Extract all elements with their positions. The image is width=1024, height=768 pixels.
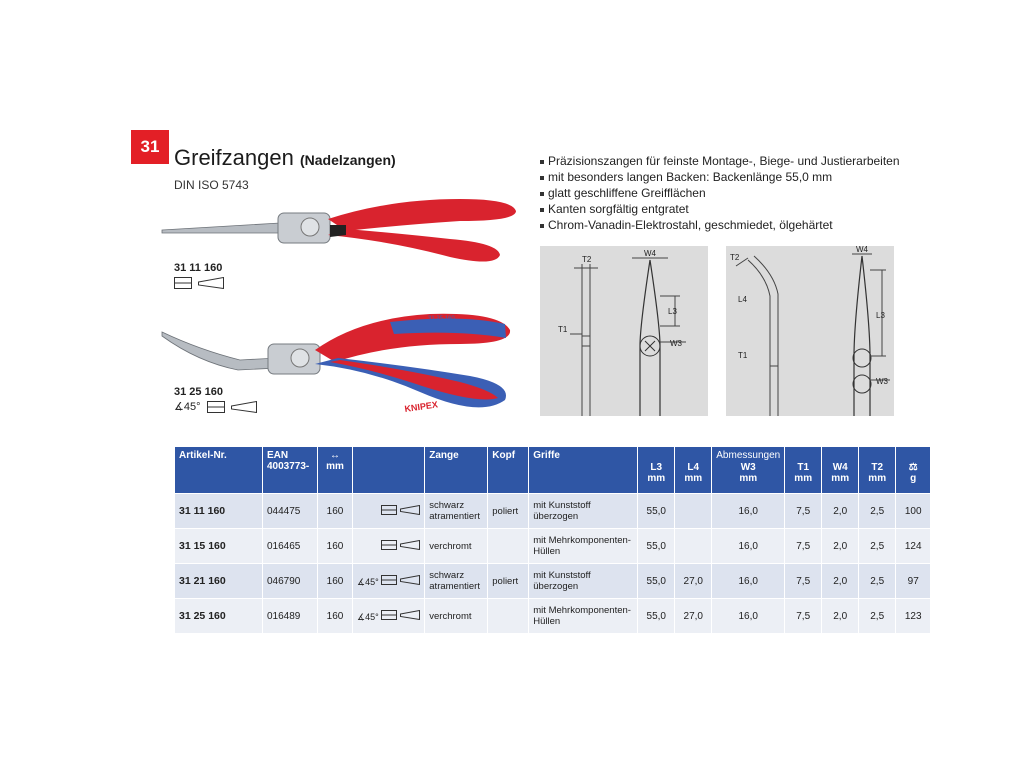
col-zange: Zange [425, 447, 487, 493]
cell-zange: schwarz atramentiert [425, 564, 487, 598]
l3-label: L3 [650, 462, 663, 473]
spec-table [174, 446, 931, 634]
angle-symbol: ∡45° [174, 401, 201, 413]
product-symbols [174, 400, 257, 413]
cell-griffe: mit Kunststoff überzogen [529, 564, 637, 598]
dimension-diagram-straight [540, 246, 708, 416]
unit-label: mm [868, 473, 887, 484]
cell-length: 160 [318, 564, 352, 598]
flat-jaw-icon [207, 401, 225, 413]
angle-label: 45° [183, 401, 201, 413]
feature-text: Präzisionszangen für feinste Montage-, Biege- und Justierarbeiten [548, 154, 900, 168]
cell-zange: verchromt [425, 599, 487, 633]
cell-weight: 97 [896, 564, 930, 598]
col-article: Artikel-Nr. [175, 447, 262, 493]
feature-text: mit besonders langen Backen: Backenlänge 55,0 mm [548, 170, 833, 184]
cell-w4: 2,0 [822, 564, 858, 598]
cell-symbols [353, 494, 424, 528]
cell-weight: 124 [896, 529, 930, 563]
table-row [175, 529, 930, 563]
angle-symbol: ∡45° [357, 611, 379, 622]
flat-jaw-icon [381, 505, 397, 515]
tapered-jaw-icon [400, 575, 420, 585]
title-subtitle: (Nadelzangen) [299, 152, 396, 168]
label-w4: W4 [644, 249, 656, 258]
scale-icon: ⚖ [908, 462, 918, 473]
cell-t2: 2,5 [859, 529, 895, 563]
unit-label: mm [647, 473, 666, 484]
title-text: Greifzangen [174, 145, 294, 170]
label-w3: W3 [670, 339, 682, 348]
cell-l4 [675, 494, 711, 528]
label-t2: T2 [730, 253, 740, 262]
col-l3 [638, 447, 674, 493]
cell-article: 31 11 160 [175, 494, 262, 528]
cell-length: 160 [318, 494, 352, 528]
weight-unit: g [910, 473, 917, 484]
cell-griffe: mit Mehrkomponenten-Hüllen [529, 599, 637, 633]
cell-t2: 2,5 [859, 599, 895, 633]
label-t1: T1 [558, 325, 568, 334]
col-length [318, 447, 352, 493]
bullet-icon [540, 224, 544, 228]
brand-imprint: KNIPEX [403, 399, 439, 414]
feature-item [540, 154, 900, 168]
cell-article: 31 25 160 [175, 599, 262, 633]
cell-w4: 2,0 [822, 494, 858, 528]
cell-weight: 100 [896, 494, 930, 528]
label-t1: T1 [738, 351, 748, 360]
label-l3: L3 [668, 307, 677, 316]
dimension-diagram-angled [726, 246, 894, 416]
straight-pliers-image [160, 185, 525, 265]
cell-l3: 55,0 [638, 529, 674, 563]
product-article-number: 31 11 160 [174, 262, 223, 274]
t1-label: T1 [797, 462, 810, 473]
cell-griffe: mit Mehrkomponenten-Hüllen [529, 529, 637, 563]
cell-griffe: mit Kunststoff überzogen [529, 494, 637, 528]
cell-w3: 16,0 [712, 564, 784, 598]
cell-w3: 16,0 [712, 599, 784, 633]
cell-t1: 7,5 [785, 529, 821, 563]
flat-jaw-icon [174, 277, 192, 289]
product-article-number: 31 25 160 [174, 386, 223, 398]
table-row [175, 494, 930, 528]
cell-l3: 55,0 [638, 564, 674, 598]
bullet-icon [540, 192, 544, 196]
cell-kopf [488, 529, 528, 563]
cell-article: 31 15 160 [175, 529, 262, 563]
table-row [175, 564, 930, 598]
cell-kopf: poliert [488, 564, 528, 598]
cell-zange: verchromt [425, 529, 487, 563]
feature-text: Chrom-Vanadin-Elektrostahl, geschmiedet, ölgehärtet [548, 218, 833, 232]
cell-symbols [353, 564, 424, 598]
cell-ean: 016489 [263, 599, 317, 633]
tapered-jaw-icon [231, 401, 257, 413]
w3-label: W3 [740, 462, 756, 473]
cell-l3: 55,0 [638, 599, 674, 633]
l4-label: L4 [687, 462, 700, 473]
cell-ean: 016465 [263, 529, 317, 563]
cell-ean: 044475 [263, 494, 317, 528]
feature-item [540, 218, 833, 232]
feature-text: Kanten sorgfältig entgratet [548, 202, 689, 216]
angle-label: 45° [365, 576, 379, 587]
cell-symbols [353, 529, 424, 563]
bullet-icon [540, 176, 544, 180]
col-t2 [859, 447, 895, 493]
bullet-icon [540, 208, 544, 212]
label-t2: T2 [582, 255, 592, 264]
cell-w4: 2,0 [822, 529, 858, 563]
cell-l4 [675, 529, 711, 563]
feature-item [540, 170, 832, 184]
unit-label: mm [684, 473, 703, 484]
feature-text: glatt geschliffene Greifflächen [548, 186, 706, 200]
w4-label: W4 [832, 462, 848, 473]
cell-ean: 046790 [263, 564, 317, 598]
unit-label: mm [831, 473, 850, 484]
cell-t1: 7,5 [785, 564, 821, 598]
tapered-jaw-icon [400, 540, 420, 550]
col-w4 [822, 447, 858, 493]
length-arrow-icon: ↔ [330, 450, 340, 461]
angle-symbol: ∡45° [357, 576, 379, 587]
cell-t2: 2,5 [859, 564, 895, 598]
cell-weight: 123 [896, 599, 930, 633]
dimensions-label: Abmessungen [716, 450, 781, 461]
cell-t1: 7,5 [785, 494, 821, 528]
bullet-icon [540, 160, 544, 164]
product-symbols [174, 277, 224, 289]
page-title [174, 145, 396, 171]
flat-jaw-icon [381, 540, 397, 550]
chapter-badge: 31 [131, 130, 169, 164]
label-l4: L4 [738, 295, 747, 304]
t2-label: T2 [871, 462, 884, 473]
cell-w3: 16,0 [712, 529, 784, 563]
col-t1 [785, 447, 821, 493]
cell-l4: 27,0 [675, 599, 711, 633]
feature-item [540, 186, 706, 200]
cell-w4: 2,0 [822, 599, 858, 633]
flat-jaw-icon [381, 575, 397, 585]
tapered-jaw-icon [198, 277, 224, 289]
label-w3: W3 [876, 377, 888, 386]
cell-zange: schwarz atramentiert [425, 494, 487, 528]
flat-jaw-icon [381, 610, 397, 620]
feature-item [540, 202, 689, 216]
label-l3: L3 [876, 311, 885, 320]
cell-t2: 2,5 [859, 494, 895, 528]
col-griffe: Griffe [529, 447, 637, 493]
cell-l3: 55,0 [638, 494, 674, 528]
tapered-jaw-icon [400, 610, 420, 620]
col-ean: EAN 4003773- [263, 447, 317, 493]
table-header-row [175, 447, 930, 493]
cell-t1: 7,5 [785, 599, 821, 633]
unit-label: mm [794, 473, 813, 484]
cell-w3: 16,0 [712, 494, 784, 528]
col-w3 [712, 447, 784, 493]
length-unit: mm [326, 461, 344, 472]
cell-symbols [353, 599, 424, 633]
norm-label: DIN ISO 5743 [174, 178, 249, 192]
unit-label: mm [739, 473, 758, 484]
col-kopf: Kopf [488, 447, 528, 493]
col-weight [896, 447, 930, 493]
col-symbols [353, 447, 424, 493]
cell-length: 160 [318, 529, 352, 563]
cell-l4: 27,0 [675, 564, 711, 598]
cell-length: 160 [318, 599, 352, 633]
angle-label: 45° [365, 611, 379, 622]
col-l4 [675, 447, 711, 493]
handle-imprint: 31 25 160 [428, 316, 455, 322]
tapered-jaw-icon [400, 505, 420, 515]
cell-kopf: poliert [488, 494, 528, 528]
cell-kopf [488, 599, 528, 633]
table-row [175, 599, 930, 633]
cell-article: 31 21 160 [175, 564, 262, 598]
label-w4: W4 [856, 246, 868, 254]
